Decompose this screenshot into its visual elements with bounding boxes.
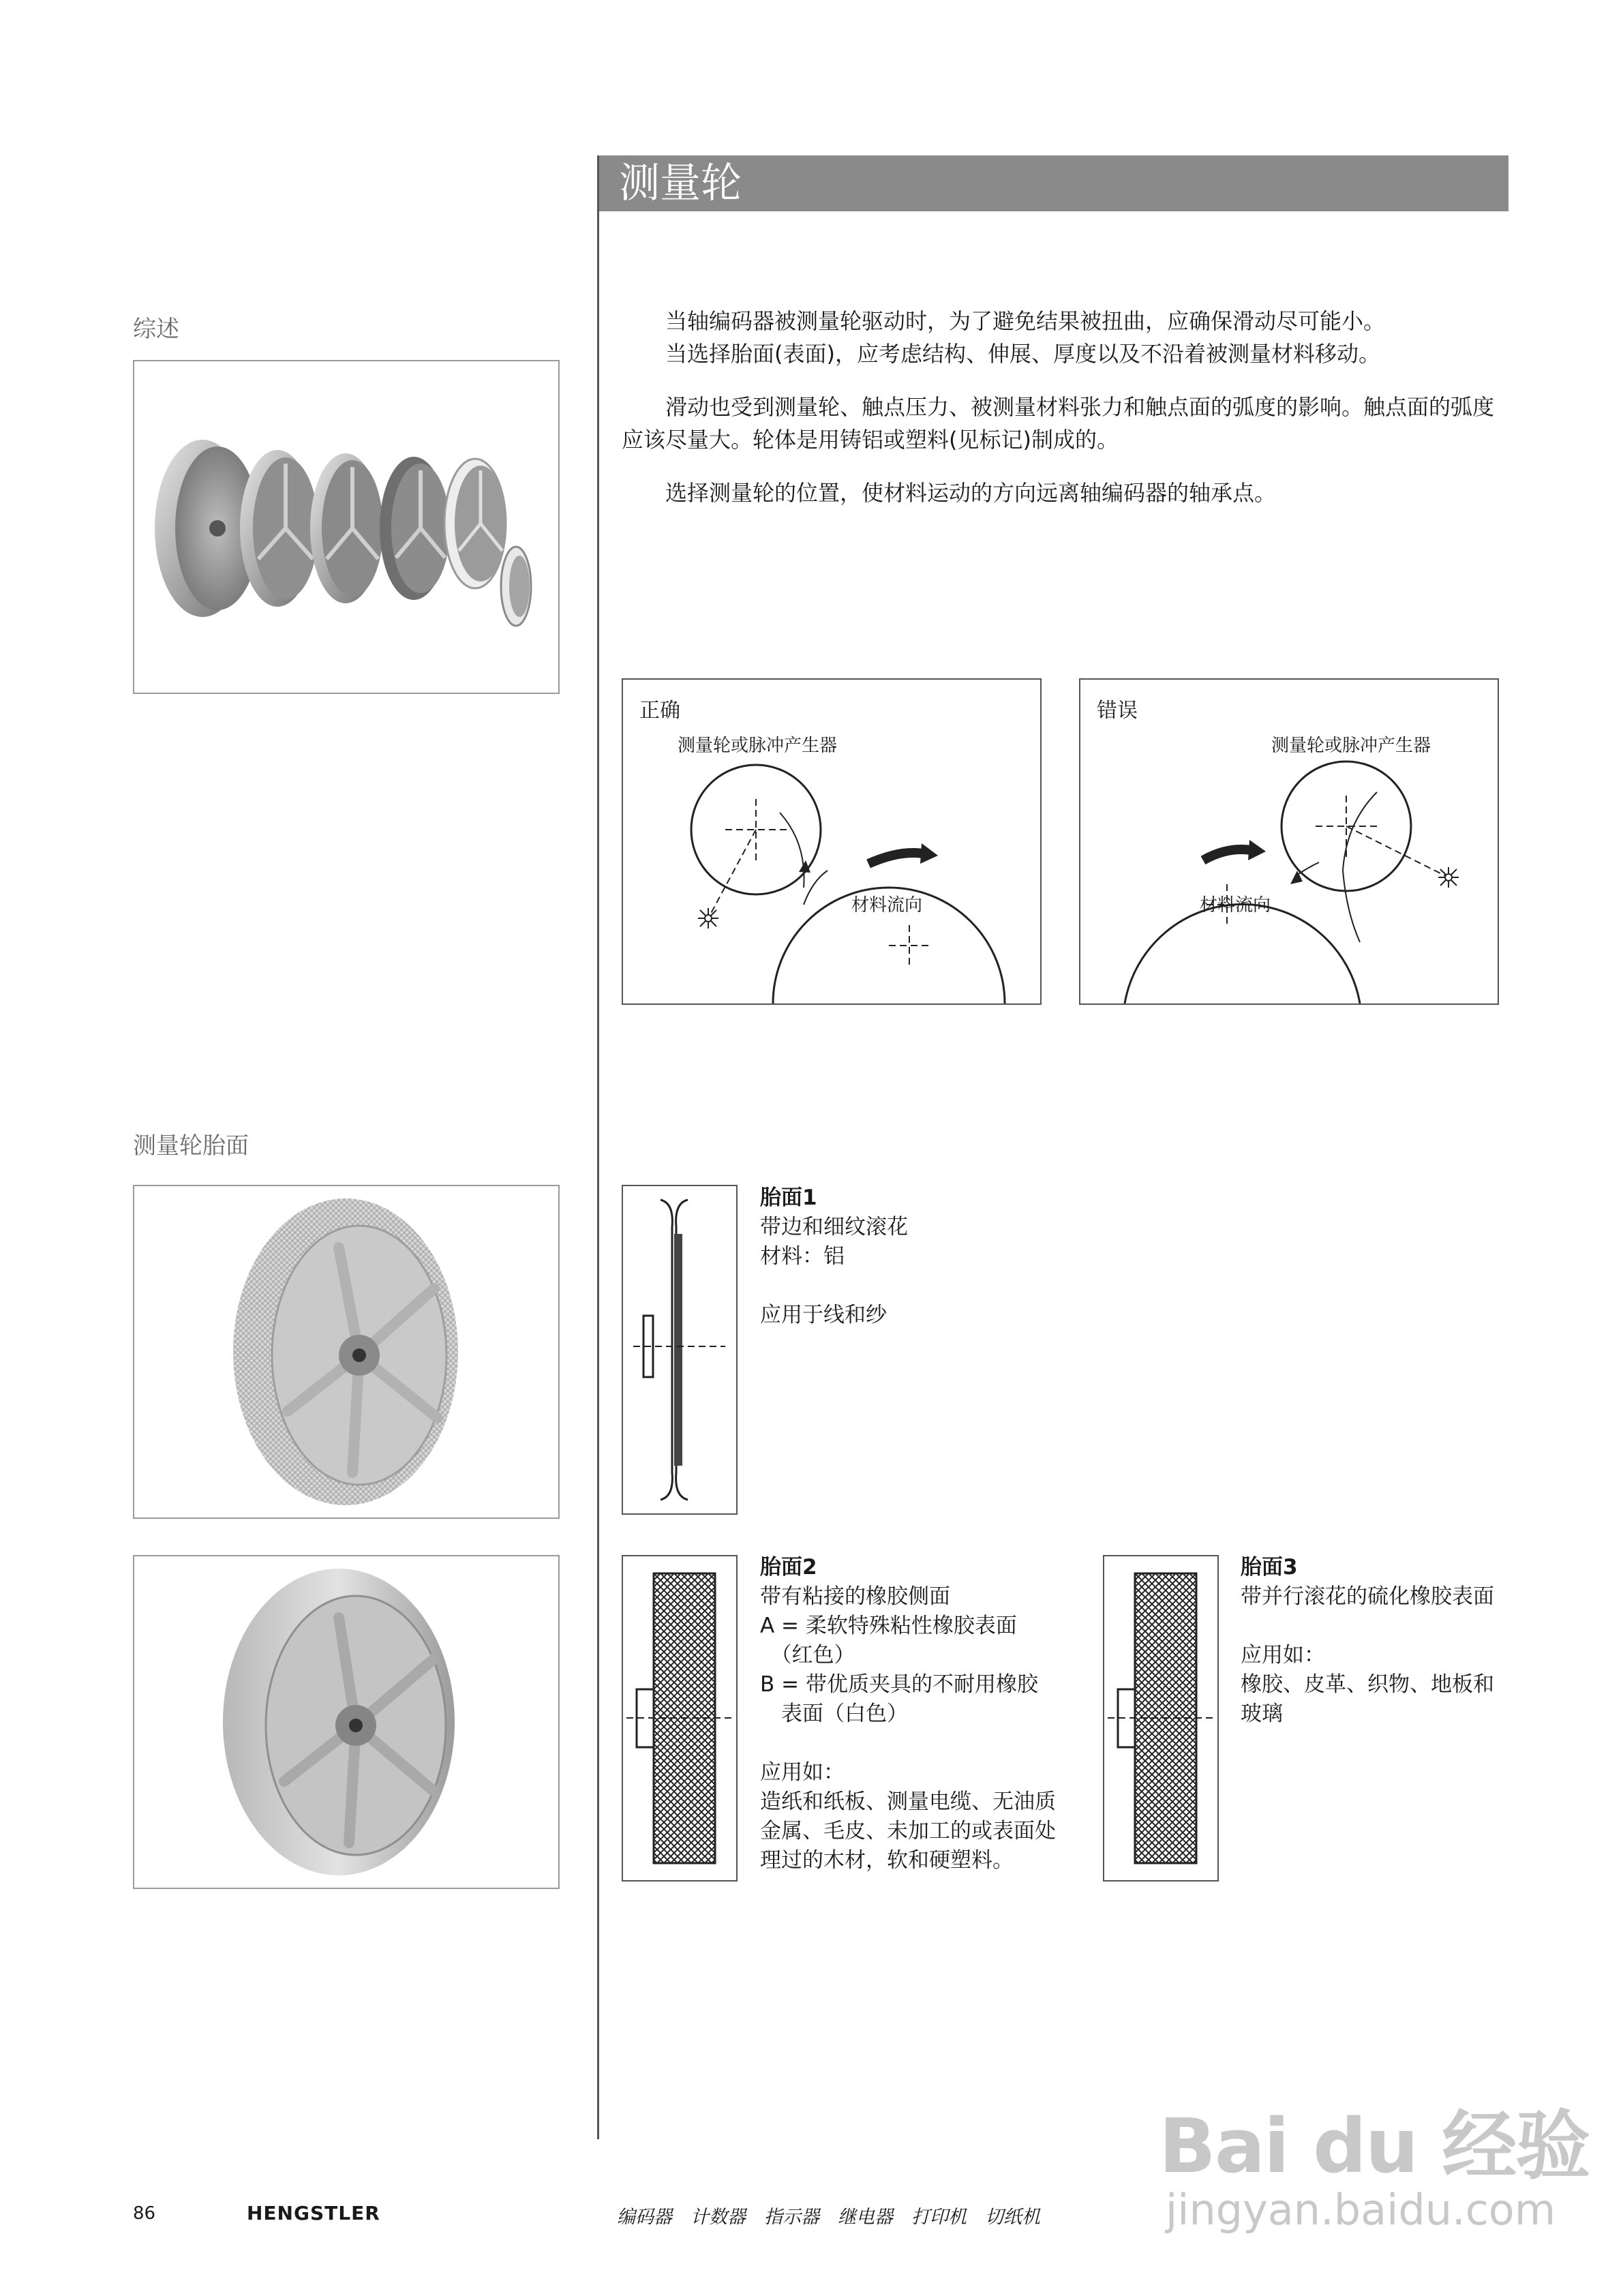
diagram-wrong-drawing (1080, 680, 1498, 1003)
rubber-wheel-photo (133, 1555, 560, 1889)
intro-paragraph-3: 滑动也受到测量轮、触点压力、被测量材料张力和触点面的弧度的影响。触点面的弧度应该尽量大。轮体是用铸铝或塑料(见标记)制成的。 (622, 394, 1495, 453)
baidu-watermark-logo: Bai du 经验 (1159, 2102, 1590, 2190)
intro-text (622, 305, 1509, 509)
tread1-line: 带边和细纹滚花 (760, 1215, 908, 1239)
wheels-set-photo (133, 360, 560, 694)
diagram-wrong (1079, 678, 1499, 1005)
tread2-line: 表面（白色） (760, 1702, 908, 1726)
tread1-text (760, 1183, 1033, 1330)
tread2-line: 应用如： (760, 1760, 845, 1785)
diagram-correct-material-label: 材料流向 (851, 895, 923, 916)
tread2-line: （红色） (760, 1643, 855, 1667)
tread3-line: 橡胶、皮革、织物、地板和 (1241, 1672, 1494, 1697)
tread3-profile-drawing (1104, 1556, 1217, 1880)
knurled-wheel-photo (133, 1185, 560, 1519)
wheels-set-image (134, 361, 558, 693)
tread3-line: 玻璃 (1241, 1702, 1283, 1726)
tread1-title: 胎面1 (760, 1185, 817, 1210)
tread3-text (1241, 1553, 1527, 1729)
diagram-correct-label: 正确 (639, 699, 680, 723)
diagram-wrong-label: 错误 (1097, 699, 1138, 723)
baidu-watermark-url: jingyan.baidu.com (1166, 2185, 1556, 2235)
tread2-line: B = 带优质夹具的不耐用橡胶 (760, 1672, 1038, 1697)
tread2-line: 金属、毛皮、未加工的或表面处 (760, 1819, 1056, 1843)
tread2-text (760, 1553, 1087, 1875)
tread3-line: 带并行滚花的硫化橡胶表面 (1241, 1584, 1494, 1609)
tread1-line: 材料：铝 (760, 1244, 845, 1269)
tread3-profile (1103, 1555, 1219, 1882)
tread2-line: A = 柔软特殊粘性橡胶表面 (760, 1614, 1017, 1638)
tread3-line: 应用如： (1241, 1643, 1325, 1667)
diagram-correct (622, 678, 1042, 1005)
tread1-profile (622, 1185, 738, 1515)
diagram-correct-drawing (623, 680, 1040, 1003)
tread2-line: 造纸和纸板、测量电缆、无油质 (760, 1789, 1056, 1814)
tread-heading: 测量轮胎面 (133, 1132, 249, 1160)
diagram-correct-wheel-label: 测量轮或脉冲产生器 (678, 736, 838, 756)
diagram-wrong-wheel-label: 测量轮或脉冲产生器 (1271, 736, 1431, 756)
rubber-wheel-image (134, 1556, 558, 1888)
page-number: 86 (133, 2203, 156, 2224)
column-divider (597, 155, 599, 2139)
tread2-title: 胎面2 (760, 1555, 817, 1580)
intro-paragraph-4: 选择测量轮的位置，使材料运动的方向远离轴编码器的轴承点。 (665, 480, 1277, 506)
tread2-profile (622, 1555, 738, 1882)
page-title: 测量轮 (619, 160, 742, 207)
tread1-line: 应用于线和纱 (760, 1303, 887, 1327)
product-list: 编码器 计数器 指示器 继电器 打印机 切纸机 (617, 2207, 1040, 2228)
knurled-wheel-image (134, 1186, 558, 1517)
overview-heading: 综述 (133, 316, 179, 343)
page-title-bar (598, 155, 1508, 211)
tread3-title: 胎面3 (1241, 1555, 1298, 1580)
brand-name: HENGSTLER (247, 2202, 380, 2224)
tread2-line: 理过的木材，软和硬塑料。 (760, 1848, 1014, 1873)
tread2-line: 带有粘接的橡胶侧面 (760, 1584, 950, 1609)
diagram-wrong-material-label: 材料流向 (1200, 895, 1271, 916)
tread1-profile-drawing (623, 1186, 736, 1513)
intro-paragraph-2: 当选择胎面(表面)，应考虑结构、伸展、厚度以及不沿着被测量材料移动。 (665, 341, 1380, 367)
intro-paragraph-1: 当轴编码器被测量轮驱动时，为了避免结果被扭曲，应确保滑动尽可能小。 (665, 308, 1386, 334)
tread2-profile-drawing (623, 1556, 736, 1880)
